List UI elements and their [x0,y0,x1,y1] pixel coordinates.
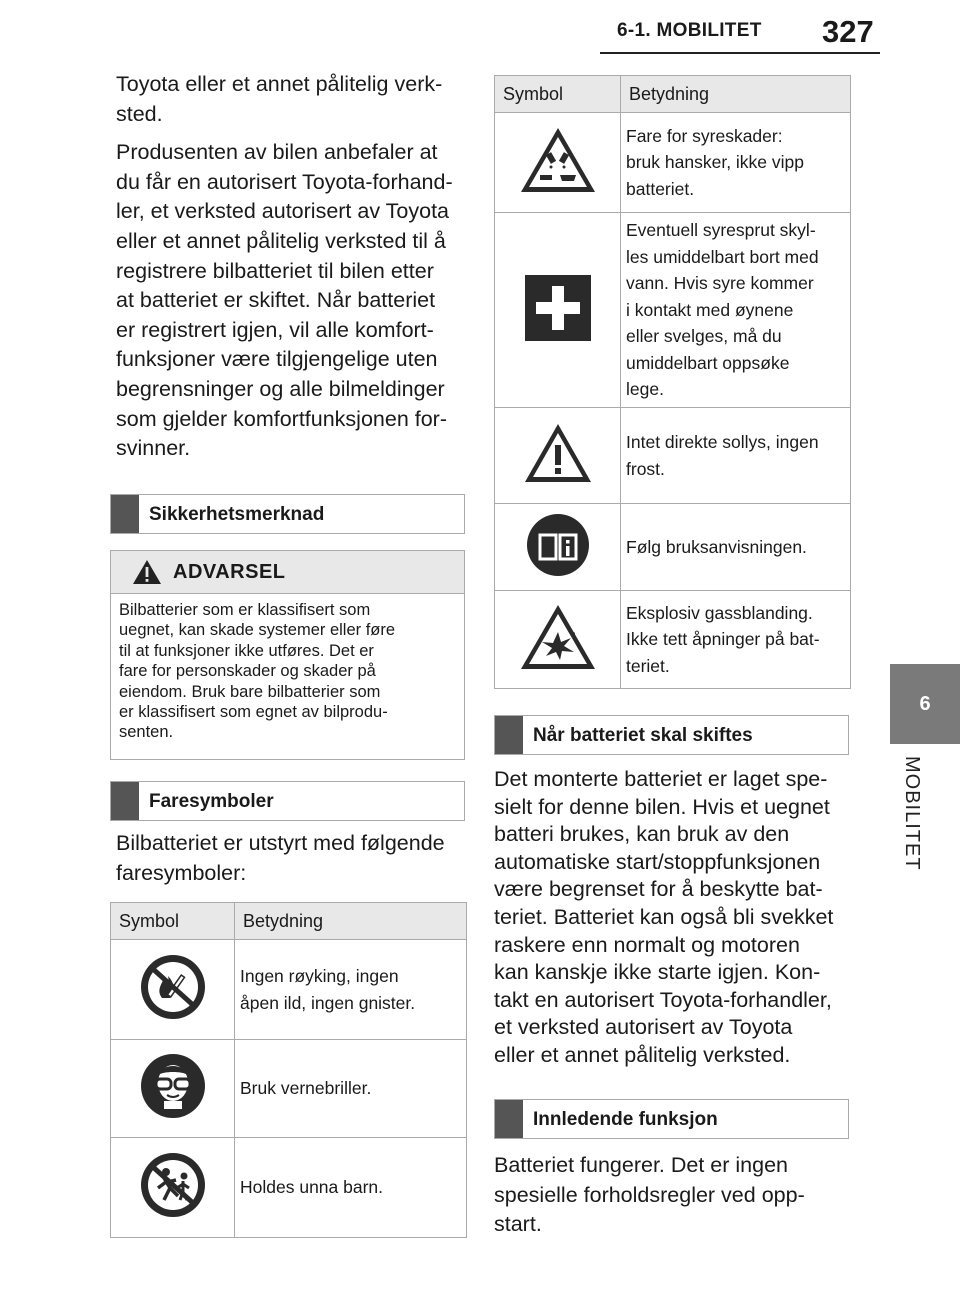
table-cell: Bruk vernebriller. [235,1040,467,1138]
corrosive-acid-icon [518,125,598,195]
intro-text: Toyota eller et annet pålitelig verk- sted. Produsenten av bilen anbefaler at du får en autorisert Toyota-forhand- ler, et verksted autorisert av Toyota eller et annet pålitelig verksted til å registrere bilbatteriet til bilen etter at batteriet er skiftet. Når batteriet er registrert igjen, vil alle komfort- funksjoner være tilgjengelige uten begrensninger og alle bilmeldinger som gjelder komfortfunksjonen for- svinner. [116,72,453,461]
replace-heading: Når batteriet skal skiftes [494,715,849,755]
function-text: Batteriet fungerer. Det er ingen spesielle forholdsregler ved opp- start. [494,1153,805,1237]
keep-away-children-icon [140,1152,206,1218]
replace-text: Det monterte batteriet er laget spe- sielt for denne bilen. Hvis et uegnet batteri brukes, kan bruk av den automatiske start/stoppfunksjonen være begrenset for å beskytte bat- teriet. Batteriet kan også bli svekket raskere enn normalt og motoren kan kanskje ikke starte igjen. Kon- takt en autorisert Toyota-forhandler, et verksted autorisert av Toyota eller et annet pålitelig verksted. [494,767,834,1067]
hazard-heading: Faresymboler [110,781,465,821]
warning-triangle-icon [132,559,162,585]
table-cell: Eventuell syresprut skyl- les umiddelbart bort med vann. Hvis syre kommer i kontakt med øynene eller svelges, må du umiddelbart oppsøke lege. [621,213,851,408]
warning-box [110,550,465,760]
warning-title: ADVARSEL [173,561,286,583]
chapter-tab-label: MOBILITET [901,756,923,871]
table-cell: Følg bruksanvisningen. [621,504,851,591]
table-cell: Eksplosiv gassblanding. Ikke tett åpninger på bat- teriet. [621,591,851,689]
col-meaning-header: Betydning [621,76,851,113]
table-row [495,408,851,504]
table-cell: Fare for syreskader: bruk hansker, ikke vipp batteriet. [621,113,851,213]
section-title: 6-1. MOBILITET [617,20,762,41]
chapter-tab-number: 6 [890,664,960,744]
function-heading: Innledende funksjon [494,1099,849,1139]
table-row [495,591,851,689]
warning-text: Bilbatterier som er klassifisert som uegnet, kan skade systemer eller føre til at funksjoner ikke utføres. Det er fare for personskader og skader på eiendom. Bruk bare bilbatterier som er klassifisert som egnet av bilprodu- senten. [119,601,396,742]
table-cell: Holdes unna barn. [235,1138,467,1238]
col-symbol-header: Symbol [495,76,621,113]
right-symbol-table [494,75,851,689]
col-symbol-header: Symbol [111,903,235,940]
table-cell: Ingen røyking, ingen åpen ild, ingen gnister. [235,940,467,1040]
table-row [111,940,467,1040]
hazard-intro: Bilbatteriet er utstyrt med følgende faresymboler: [116,831,445,885]
page-number: 327 [822,14,874,49]
table-row [111,1138,467,1238]
table-row [495,113,851,213]
header-rule [600,52,880,54]
table-row [495,213,851,408]
read-manual-icon [526,513,590,577]
table-row [495,504,851,591]
explosive-icon [518,602,598,672]
no-fire-smoking-icon [140,954,206,1020]
first-aid-cross-icon [525,275,591,341]
table-row [111,1040,467,1138]
safety-heading: Sikkerhetsmerknad [110,494,465,534]
warning-triangle-icon [522,421,594,485]
safety-goggles-icon [140,1053,206,1119]
left-symbol-table [110,902,467,1238]
col-meaning-header: Betydning [235,903,467,940]
table-cell: Intet direkte sollys, ingen frost. [621,408,851,504]
